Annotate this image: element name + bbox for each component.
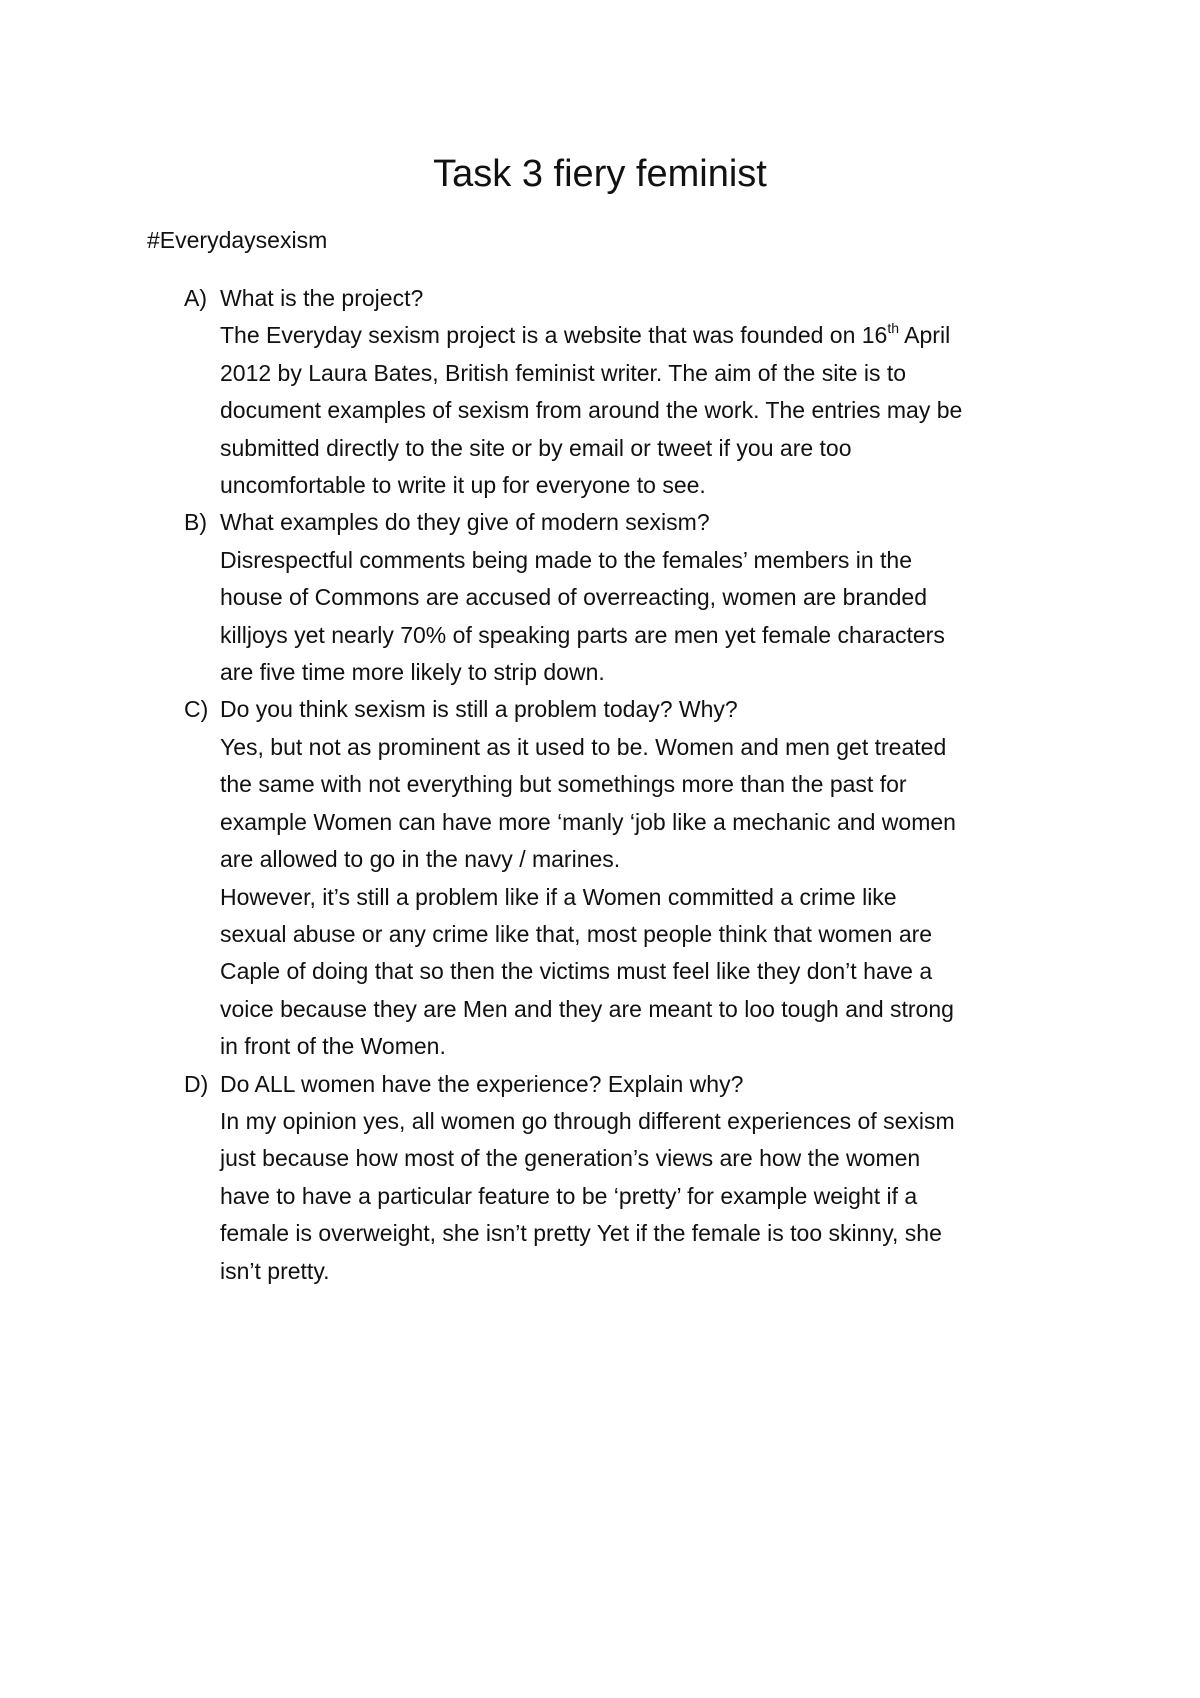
question-text: Do you think sexism is still a problem today? Why?	[220, 696, 738, 723]
answer-line	[220, 317, 1070, 354]
answer-line: 2012 by Laura Bates, British feminist writer. The aim of the site is to	[220, 359, 907, 386]
question-body	[220, 691, 1070, 1065]
hashtag-heading: #Everydaysexism	[147, 227, 328, 253]
answer-line: example Women can have more ‘manly ‘job like a mechanic and women	[220, 808, 956, 835]
question-body	[220, 1066, 1070, 1290]
answer-line: document examples of sexism from around the work. The entries may be	[220, 397, 963, 424]
list-marker: C)	[184, 696, 209, 723]
answer-line: are five time more likely to strip down.	[220, 659, 605, 686]
ordinal-suffix: th	[887, 319, 900, 336]
answer-line: have to have a particular feature to be ‘pretty’ for example weight if a	[220, 1182, 918, 1209]
question-body	[220, 280, 1070, 504]
answer-line-tail: April	[899, 322, 951, 349]
question-item-d	[0, 1066, 1200, 1290]
answer-line: in front of the Women.	[220, 1033, 446, 1060]
answer-line: are allowed to go in the navy / marines.	[220, 846, 621, 873]
answer-line-text: The Everyday sexism project is a website that was founded on 16	[220, 322, 888, 349]
answer-line: the same with not everything but somethings more than the past for	[220, 771, 907, 798]
answer-line: uncomfortable to write it up for everyone to see.	[220, 472, 706, 499]
list-marker: A)	[184, 285, 207, 311]
answer-line: just because how most of the generation’s views are how the women	[220, 1145, 921, 1172]
answer-line: sexual abuse or any crime like that, most people think that women are	[220, 920, 933, 947]
answer-line: submitted directly to the site or by email or tweet if you are too	[220, 434, 852, 461]
answer-line: female is overweight, she isn’t pretty Yet if the female is too skinny, she	[220, 1220, 942, 1247]
question-item-a	[0, 280, 1200, 504]
answer-line: Disrespectful comments being made to the females’ members in the	[220, 546, 913, 573]
answer-line: isn’t pretty.	[220, 1257, 330, 1284]
question-text: What is the project?	[220, 285, 424, 311]
question-item-c	[0, 691, 1200, 1065]
answer-line: Yes, but not as prominent as it used to be. Women and men get treated	[220, 733, 947, 760]
document-title: Task 3 fiery feminist	[433, 153, 767, 195]
question-body	[220, 504, 1070, 691]
list-marker: D)	[184, 1070, 209, 1097]
question-text: What examples do they give of modern sexism?	[220, 509, 710, 536]
answer-line: In my opinion yes, all women go through different experiences of sexism	[220, 1107, 955, 1134]
answer-line: voice because they are Men and they are meant to loo tough and strong	[220, 995, 954, 1022]
answer-line: killjoys yet nearly 70% of speaking parts are men yet female characters	[220, 621, 945, 648]
answer-line: house of Commons are accused of overreacting, women are branded	[220, 584, 928, 611]
list-marker: B)	[184, 509, 207, 536]
answer-line: Caple of doing that so then the victims must feel like they don’t have a	[220, 958, 933, 985]
question-list	[0, 280, 1200, 1290]
question-item-b	[0, 504, 1200, 691]
question-text: Do ALL women have the experience? Explain why?	[220, 1070, 744, 1097]
answer-line: However, it’s still a problem like if a Women committed a crime like	[220, 883, 897, 910]
